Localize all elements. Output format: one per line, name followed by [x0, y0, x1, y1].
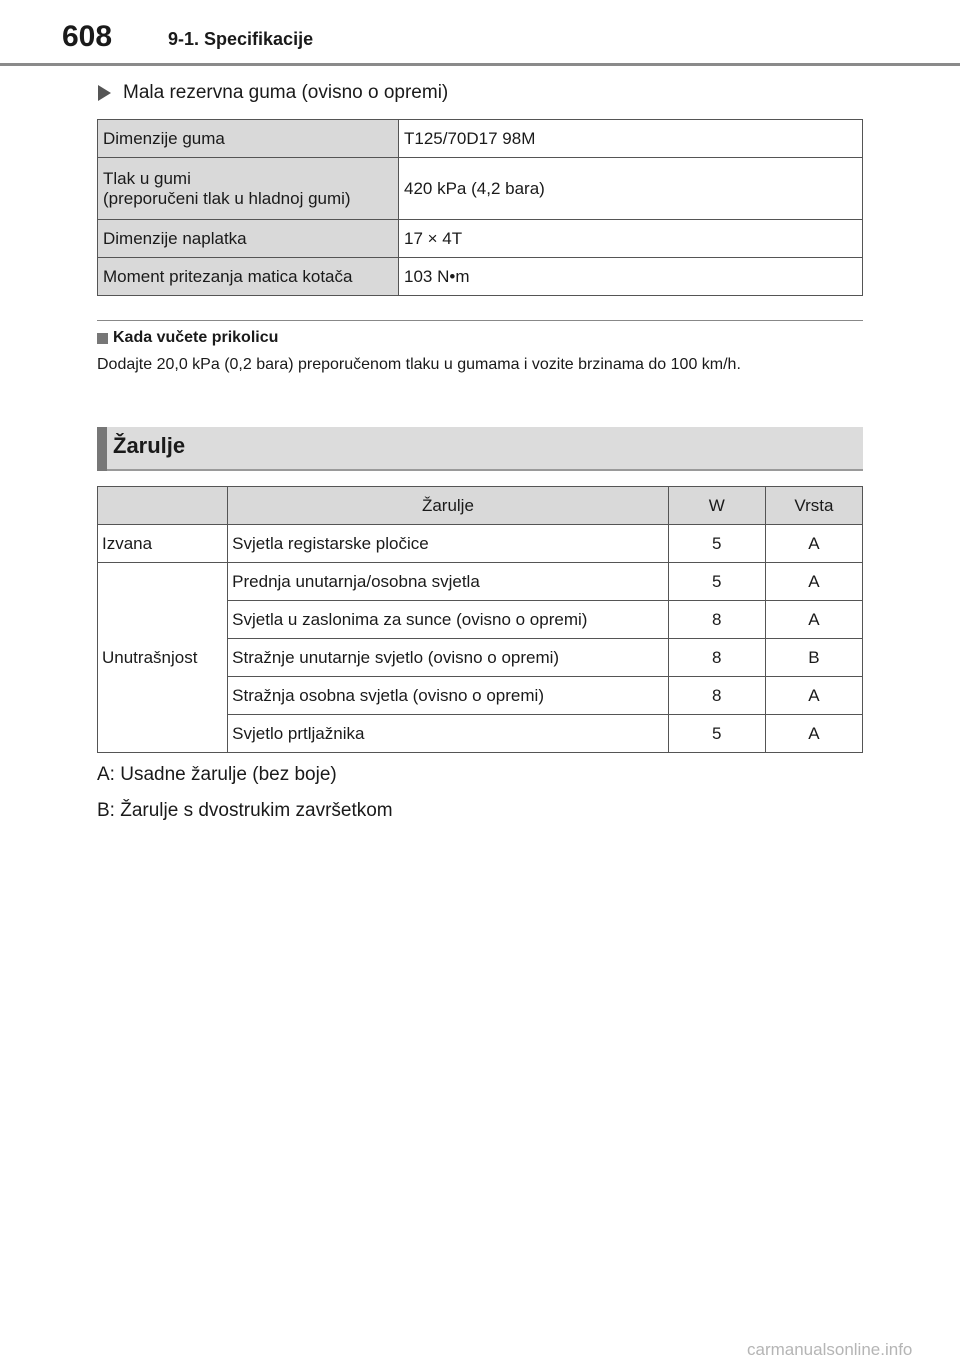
towing-heading-text: Kada vučete prikolicu	[113, 329, 279, 346]
table-header-row	[98, 487, 863, 525]
triangle-bullet-icon	[98, 85, 111, 101]
bulb-type-note-a: A: Usadne žarulje (bez boje)	[97, 764, 337, 785]
column-header: Vrsta	[765, 487, 862, 525]
bulb-name-cell: Svjetlo prtljažnika	[228, 715, 669, 753]
table-row	[98, 120, 863, 158]
bulb-type-note-b: B: Žarulje s dvostrukim završetkom	[97, 800, 393, 821]
wattage-cell: 5	[668, 525, 765, 563]
square-bullet-icon	[97, 333, 108, 344]
bulb-name-cell: Stražnja osobna svjetla (ovisno o opremi)	[228, 677, 669, 715]
banner-accent-bar	[97, 427, 107, 471]
bulbs-section-banner	[97, 427, 863, 471]
wattage-cell: 8	[668, 601, 765, 639]
spec-value: T125/70D17 98M	[399, 120, 863, 158]
type-cell: A	[765, 601, 862, 639]
bulb-name-cell: Prednja unutarnja/osobna svjetla	[228, 563, 669, 601]
bulb-name-cell: Stražnje unutarnje svjetlo (ovisno o opremi)	[228, 639, 669, 677]
wattage-cell: 8	[668, 639, 765, 677]
towing-heading	[97, 329, 278, 347]
spec-value: 103 N•m	[399, 258, 863, 296]
watermark-text: carmanualsonline.info	[747, 1340, 913, 1359]
bulb-name-cell: Svjetla registarske pločice	[228, 525, 669, 563]
page-header	[0, 0, 960, 70]
wattage-cell: 5	[668, 563, 765, 601]
table-row	[98, 258, 863, 296]
type-cell: A	[765, 715, 862, 753]
type-cell: A	[765, 525, 862, 563]
type-cell: A	[765, 563, 862, 601]
spec-label	[98, 158, 399, 220]
table-row	[98, 563, 863, 601]
table-row	[98, 525, 863, 563]
spare-tire-heading	[98, 82, 448, 104]
column-header: Žarulje	[228, 487, 669, 525]
table-row	[98, 158, 863, 220]
spec-label: Dimenzije naplatka	[98, 220, 399, 258]
wattage-cell: 5	[668, 715, 765, 753]
page-number: 608	[62, 20, 113, 53]
bulb-name-cell: Svjetla u zaslonima za sunce (ovisno o opremi)	[228, 601, 669, 639]
spare-tire-spec-table	[97, 119, 863, 296]
section-title: 9-1. Specifikacije	[168, 29, 314, 49]
wattage-cell: 8	[668, 677, 765, 715]
section-divider	[97, 320, 863, 321]
location-cell: Unutrašnjost	[98, 563, 228, 753]
location-cell: Izvana	[98, 525, 228, 563]
spec-label: Dimenzije guma	[98, 120, 399, 158]
type-cell: A	[765, 677, 862, 715]
bulbs-table	[97, 486, 863, 753]
spare-tire-heading-text: Mala rezervna guma (ovisno o opremi)	[123, 82, 449, 103]
column-header: W	[668, 487, 765, 525]
header-divider	[0, 63, 960, 66]
spec-label-line: (preporučeni tlak u hladnoj gumi)	[103, 188, 351, 208]
column-header	[98, 487, 228, 525]
towing-body-text: Dodajte 20,0 kPa (0,2 bara) preporučenom tlaku u gumama i vozite brzinama do 100 km/h.	[97, 356, 741, 373]
type-cell: B	[765, 639, 862, 677]
spec-label: Moment pritezanja matica kotača	[98, 258, 399, 296]
spec-label-line: Tlak u gumi	[103, 168, 191, 188]
table-row	[98, 220, 863, 258]
bulbs-section-title: Žarulje	[113, 433, 186, 458]
spec-value: 17 × 4T	[399, 220, 863, 258]
spec-value: 420 kPa (4,2 bara)	[399, 158, 863, 220]
